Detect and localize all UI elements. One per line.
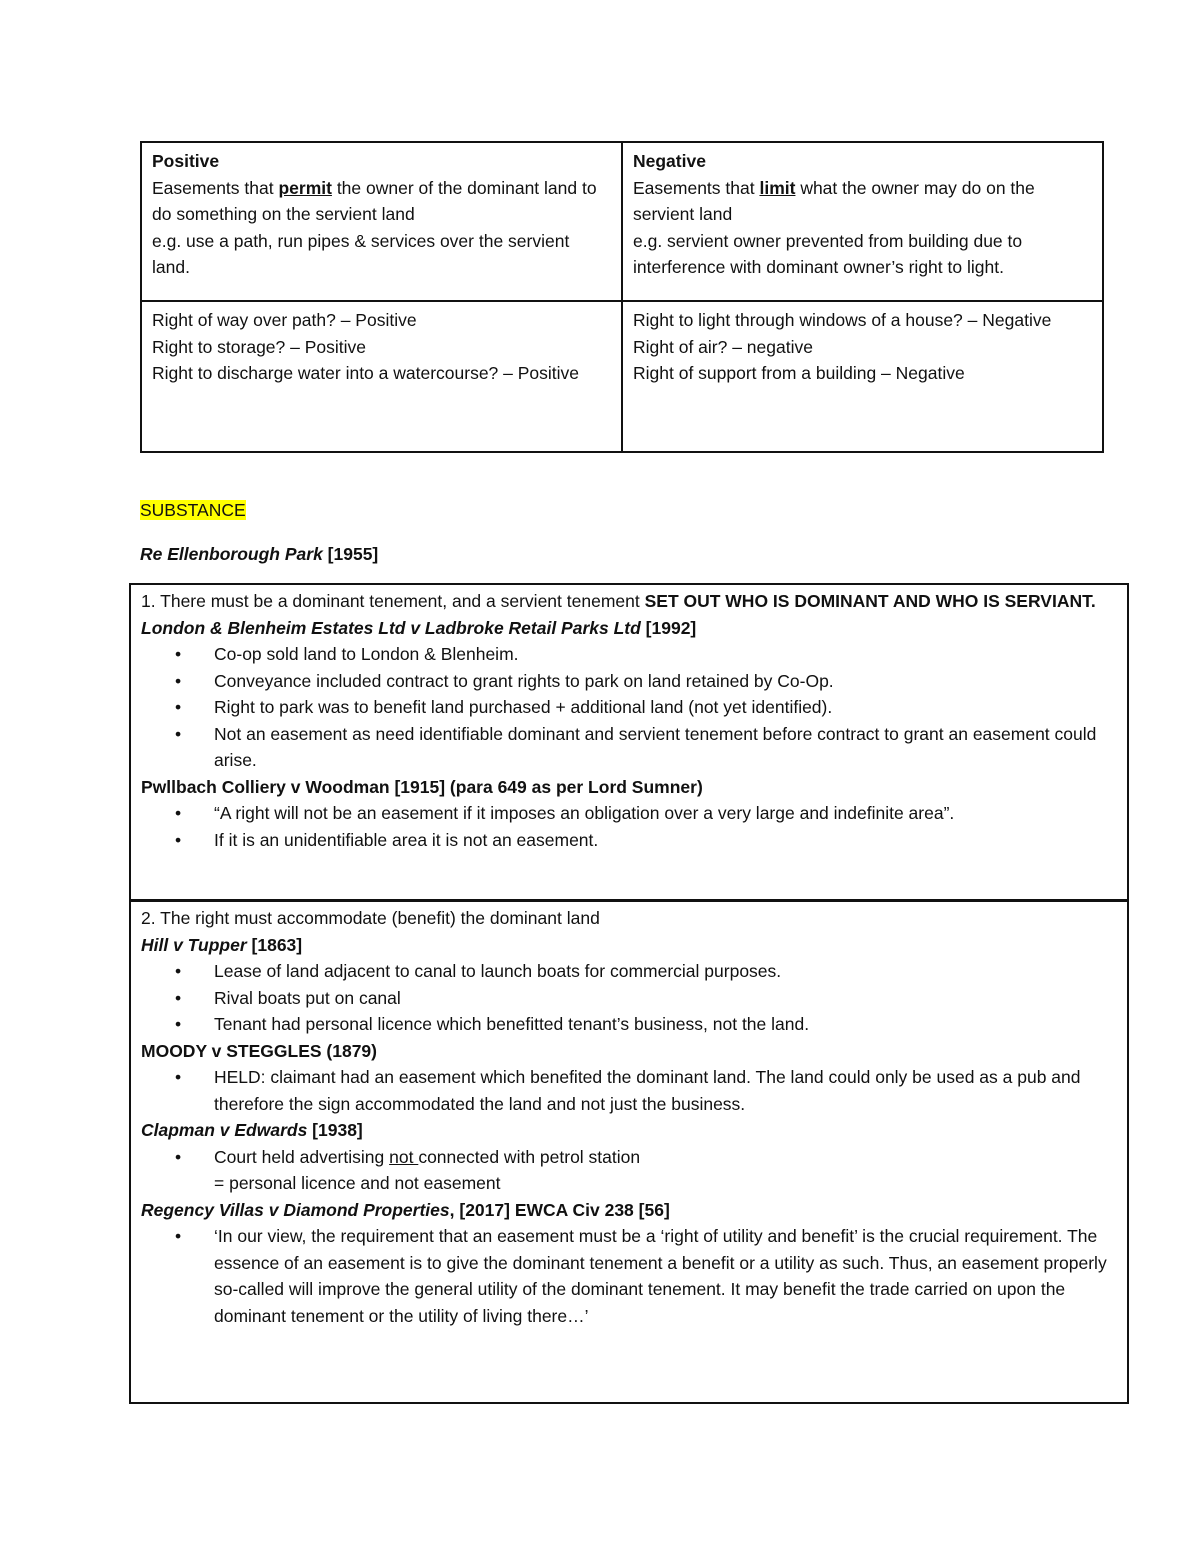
substance-heading: SUBSTANCE bbox=[140, 500, 246, 520]
list-item: • Co-op sold land to London & Blenheim. bbox=[141, 641, 1117, 668]
list-item: • Court held advertising not connected with petrol station = personal licence and not easement bbox=[141, 1144, 1117, 1197]
positive-example-item: Right to discharge water into a watercourse? – Positive bbox=[152, 363, 580, 383]
positive-keyword: permit bbox=[278, 177, 332, 198]
negative-example: e.g. servient owner prevented from building due to interference with dominant owner’s right to light. bbox=[633, 230, 1023, 277]
case-heading: Hill v Tupper [1863] bbox=[141, 934, 303, 955]
requirement-1-intro: 1. There must be a dominant tenement, and a servient tenement SET OUT WHO IS DOMINANT AND WHO IS SERVIANT. bbox=[141, 591, 1096, 611]
negative-example-item: Right of support from a building – Negative bbox=[633, 363, 965, 383]
case-points-list bbox=[141, 1064, 1117, 1117]
negative-definition: Easements that limit what the owner may do on the servient land bbox=[633, 177, 1035, 224]
case-points-list bbox=[141, 800, 1117, 853]
list-item: • Tenant had personal licence which benefitted tenant’s business, not the land. bbox=[141, 1011, 1117, 1038]
positive-example-item: Right of way over path? – Positive bbox=[152, 310, 417, 330]
list-item: • Lease of land adjacent to canal to launch boats for commercial purposes. bbox=[141, 958, 1117, 985]
list-item: • If it is an unidentifiable area it is not an easement. bbox=[141, 827, 1117, 854]
requirement-1-box bbox=[129, 583, 1129, 901]
negative-example-item: Right of air? – negative bbox=[633, 336, 813, 357]
case-points-list bbox=[141, 641, 1117, 774]
requirement-2-intro: 2. The right must accommodate (benefit) the dominant land bbox=[141, 908, 600, 928]
case-heading: MOODY v STEGGLES (1879) bbox=[141, 1040, 377, 1061]
case-points-list bbox=[141, 1144, 1117, 1197]
negative-heading: Negative bbox=[633, 151, 706, 171]
positive-examples-cell bbox=[141, 301, 622, 452]
negative-example-item: Right to light through windows of a house? – Negative bbox=[633, 310, 1052, 330]
case-heading: London & Blenheim Estates Ltd v Ladbroke Retail Parks Ltd [1992] bbox=[141, 617, 697, 638]
list-item: • HELD: claimant had an easement which benefited the dominant land. The land could only be used as a pub and therefore the sign accommodated the land and not just the business. bbox=[141, 1064, 1117, 1117]
case-heading: Regency Villas v Diamond Properties, [2017] EWCA Civ 238 [56] bbox=[141, 1199, 670, 1220]
positive-heading: Positive bbox=[152, 151, 220, 171]
main-case-heading: Re Ellenborough Park [1955] bbox=[140, 544, 379, 564]
easement-types-table bbox=[140, 141, 1104, 453]
negative-keyword: limit bbox=[759, 177, 796, 198]
positive-definition: Easements that permit the owner of the dominant land to do something on the servient land bbox=[152, 177, 597, 224]
case-heading: Pwllbach Colliery v Woodman [1915] (para 649 as per Lord Sumner) bbox=[141, 776, 703, 797]
requirement-2-box bbox=[129, 900, 1129, 1404]
case-heading: Clapman v Edwards [1938] bbox=[141, 1120, 363, 1140]
case-points-list bbox=[141, 1223, 1117, 1329]
positive-cell bbox=[141, 142, 622, 301]
positive-example-item: Right to storage? – Positive bbox=[152, 336, 367, 357]
positive-example: e.g. use a path, run pipes & services over the servient land. bbox=[152, 230, 570, 277]
negative-examples-cell bbox=[622, 301, 1103, 452]
case-points-list bbox=[141, 958, 1117, 1038]
negative-cell bbox=[622, 142, 1103, 301]
list-item: • Not an easement as need identifiable dominant and servient tenement before contract to grant an easement could arise. bbox=[141, 721, 1117, 774]
list-item: • Conveyance included contract to grant rights to park on land retained by Co-Op. bbox=[141, 668, 1117, 695]
list-item: • Right to park was to benefit land purchased + additional land (not yet identified). bbox=[141, 694, 1117, 721]
list-item: • Rival boats put on canal bbox=[141, 985, 1117, 1012]
list-item: • ‘In our view, the requirement that an easement must be a ‘right of utility and benefit’ is the crucial requirement. The essence of an easement is to give the dominant tenement a benefit or a utility as such. Thus, an easement properly so-called will improve the general utility of the dominant tenement. It may benefit the trade carried on upon the dominant tenement or the utility of living there…’ bbox=[141, 1223, 1117, 1329]
list-item: • “A right will not be an easement if it imposes an obligation over a very large and indefinite area”. bbox=[141, 800, 1117, 827]
